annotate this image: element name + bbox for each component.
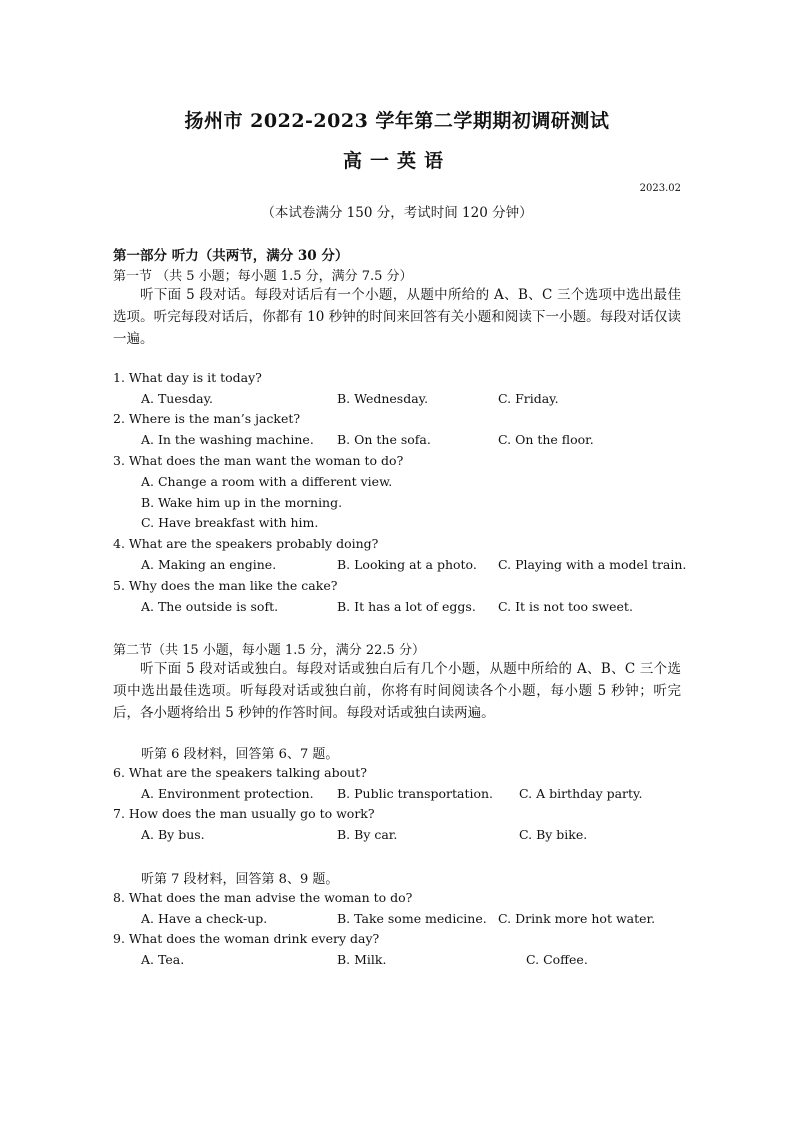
q3-option-c: C. Have breakfast with him.: [141, 515, 319, 530]
part1-title: 第一部分 听力（共两节，满分 30 分）: [113, 248, 349, 264]
q1-option-b: B. Wednesday.: [337, 391, 429, 406]
question-2: 2. Where is the man’s jacket?: [113, 411, 301, 426]
q8-option-b: B. Take some medicine.: [337, 911, 487, 926]
q2-option-c: C. On the floor.: [498, 432, 594, 447]
q9-option-b: B. Milk.: [337, 952, 387, 967]
q4-option-a: A. Making an engine.: [141, 557, 277, 572]
question-8: 8. What does the man advise the woman to do?: [113, 890, 413, 905]
q3-option-a: A. Change a room with a different view.: [141, 474, 393, 489]
q7-option-b: B. By car.: [337, 827, 398, 842]
q4-option-b: B. Looking at a photo.: [337, 557, 477, 572]
material-7-instruction: 听第 7 段材料，回答第 8、9 题。: [141, 872, 339, 887]
q2-option-b: B. On the sofa.: [337, 432, 431, 447]
q2-option-a: A. In the washing machine.: [141, 432, 314, 447]
q8-option-a: A. Have a check-up.: [141, 911, 268, 926]
q7-option-c: C. By bike.: [519, 827, 588, 842]
q5-option-a: A. The outside is soft.: [141, 599, 279, 614]
exam-date: 2023.02: [639, 183, 681, 194]
question-1: 1. What day is it today?: [113, 370, 262, 385]
section1-title: 第一节 （共 5 小题；每小题 1.5 分，满分 7.5 分）: [113, 269, 413, 284]
question-5: 5. Why does the man like the cake?: [113, 578, 338, 593]
exam-subtitle: 高一英语: [342, 150, 451, 172]
question-4: 4. What are the speakers probably doing?: [113, 536, 379, 551]
q1-option-a: A. Tuesday.: [141, 391, 214, 406]
question-6: 6. What are the speakers talking about?: [113, 765, 367, 780]
material-6-instruction: 听第 6 段材料，回答第 6、7 题。: [141, 747, 339, 762]
q1-option-c: C. Friday.: [498, 391, 559, 406]
section2-instructions: 听下面 5 段对话或独白。每段对话或独白后有几个小题，从题中所给的 A、B、C 三个选项中选出最佳选项。听每段对话或独白前，你将有时间阅读各个小题，每小题 5 秒钟；听完后，各小题将给出 5 秒钟的作答时间。每段对话或独白读两遍。: [113, 661, 681, 721]
q6-option-a: A. Environment protection.: [141, 786, 314, 801]
question-9: 9. What does the woman drink every day?: [113, 931, 380, 946]
question-7: 7. How does the man usually go to work?: [113, 806, 375, 821]
q5-option-b: B. It has a lot of eggs.: [337, 599, 476, 614]
q3-option-b: B. Wake him up in the morning.: [141, 495, 343, 510]
q9-option-c: C. Coffee.: [526, 952, 588, 967]
section1-instructions: 听下面 5 段对话。每段对话后有一个小题，从题中所给的 A、B、C 三个选项中选出最佳选项。听完每段对话后，你都有 10 秒钟的时间来回答有关小题和阅读下一小题。每段对话仅读一遍。: [113, 287, 681, 347]
exam-note: （本试卷满分 150 分，考试时间 120 分钟）: [261, 205, 533, 221]
q5-option-c: C. It is not too sweet.: [498, 599, 633, 614]
question-3: 3. What does the man want the woman to do?: [113, 453, 404, 468]
q8-option-c: C. Drink more hot water.: [498, 911, 656, 926]
q4-option-c: C. Playing with a model train.: [498, 557, 687, 572]
exam-title: 扬州市 2022-2023 学年第二学期期初调研测试: [184, 110, 610, 132]
q6-option-b: B. Public transportation.: [337, 786, 494, 801]
q7-option-a: A. By bus.: [141, 827, 205, 842]
q6-option-c: C. A birthday party.: [519, 786, 643, 801]
q9-option-a: A. Tea.: [141, 952, 185, 967]
section2-title: 第二节（共 15 小题，每小题 1.5 分，满分 22.5 分）: [113, 643, 425, 658]
